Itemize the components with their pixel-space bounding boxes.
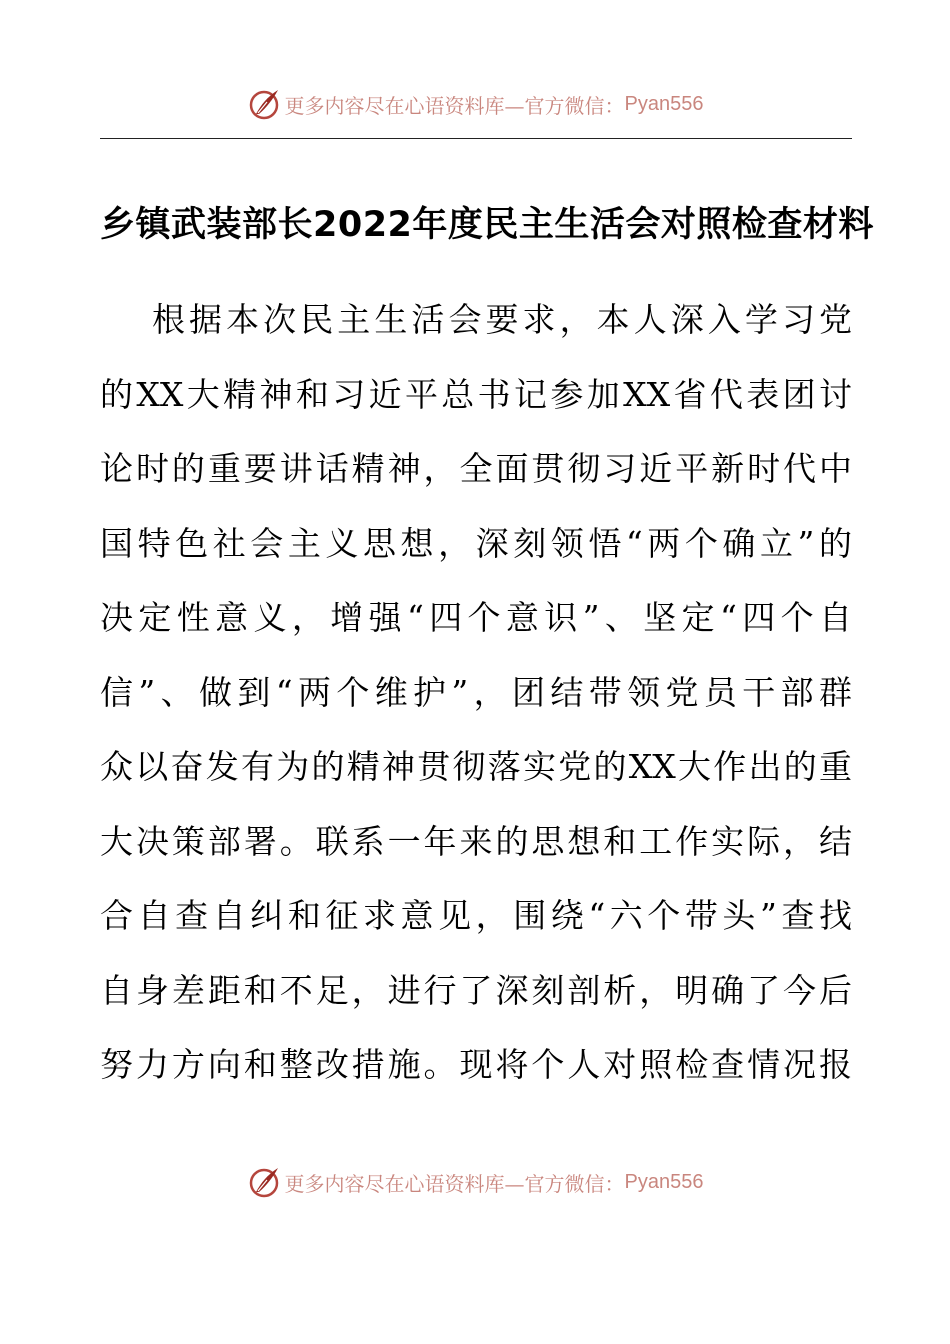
quill-logo-icon (247, 87, 281, 121)
wechat-handle: Pyan556 (624, 92, 704, 115)
header-divider (100, 138, 852, 139)
paragraph-line: 国特色社会主义思想，深刻领悟“两个确立”的 (100, 523, 852, 563)
paragraph-line: 众以奋发有为的精神贯彻落实党的XX大作出的重 (100, 747, 852, 786)
footer-banner (0, 1160, 950, 1204)
quill-logo-icon (247, 1165, 281, 1199)
wechat-handle: Pyan556 (624, 1170, 704, 1193)
paragraph-line: 大决策部署。联系一年来的思想和工作实际，结 (100, 821, 852, 861)
paragraph-line: 论时的重要讲话精神，全面贯彻习近平新时代中 (100, 449, 852, 488)
paragraph-line: 根据本次民主生活会要求，本人深入学习党 (152, 300, 852, 339)
paragraph-line: 合自查自纠和征求意见，围绕“六个带头”查找 (100, 896, 852, 935)
banner-text: 更多内容尽在心语资料库—官方微信： (284, 93, 625, 118)
document-body (100, 294, 852, 1114)
paragraph-line: 自身差距和不足，进行了深刻剖析，明确了今后 (100, 970, 852, 1010)
paragraph-line: 努力方向和整改措施。现将个人对照检查情况报 (100, 1045, 852, 1084)
header-banner (0, 82, 950, 126)
paragraph-line: 信”、做到“两个维护”，团结带领党员干部群 (100, 672, 852, 712)
banner-text: 更多内容尽在心语资料库—官方微信： (284, 1171, 625, 1196)
paragraph-line: 的XX大精神和习近平总书记参加XX省代表团讨 (100, 374, 852, 414)
document-title: 乡镇武装部长2022年度民主生活会对照检查材料 (100, 205, 874, 245)
paragraph-line: 决定性意义，增强“四个意识”、坚定“四个自 (100, 598, 852, 637)
